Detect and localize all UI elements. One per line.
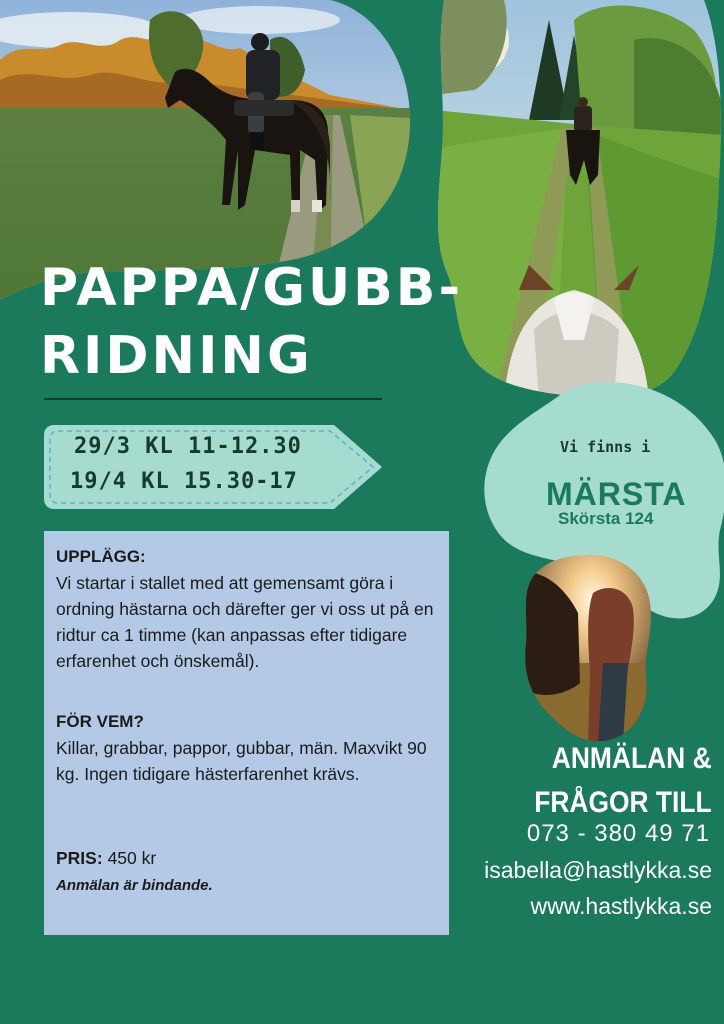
photo-riding-path	[434, 0, 724, 400]
upplagg-heading: UPPLÄGG:	[56, 547, 146, 566]
price-label: PRIS:	[56, 848, 103, 868]
price-row	[56, 845, 441, 871]
title-line-2: RIDNING	[40, 326, 313, 386]
location-pretext: Vi finns i	[560, 438, 651, 456]
contact-heading-2: FRÅGOR TILL	[534, 786, 712, 819]
contact-website[interactable]: www.hastlykka.se	[530, 893, 712, 919]
title-line-1: PAPPA/GUBB-	[40, 258, 464, 318]
location-address: Skörsta 124	[558, 509, 654, 528]
contact-email[interactable]: isabella@hastlykka.se	[484, 857, 712, 883]
location-city: MÄRSTA	[546, 476, 687, 512]
title-divider	[44, 398, 382, 400]
for-vem-text: Killar, grabbar, pappor, gubbar, män. Maxvikt 90 kg. Ingen tidigare hästerfarenhet krävs.	[56, 738, 427, 784]
photo-woman-horse	[518, 553, 653, 743]
upplagg-text: Vi startar i stallet med att gemensamt göra i ordning hästarna och därefter ger vi oss ut på en ridtur ca 1 timme (kan anpassas efter tidigare erfarenhet och önskemål).	[56, 573, 434, 671]
date-2: 19/4 KL 15.30-17	[70, 469, 298, 494]
price-value: 450 kr	[107, 848, 157, 868]
contact-heading-1: ANMÄLAN &	[552, 742, 712, 775]
price-note: Anmälan är bindande.	[56, 877, 213, 894]
for-vem-heading: FÖR VEM?	[56, 712, 144, 731]
date-1: 29/3 KL 11-12.30	[74, 434, 302, 459]
contact-phone[interactable]: 073 - 380 49 71	[526, 820, 710, 847]
